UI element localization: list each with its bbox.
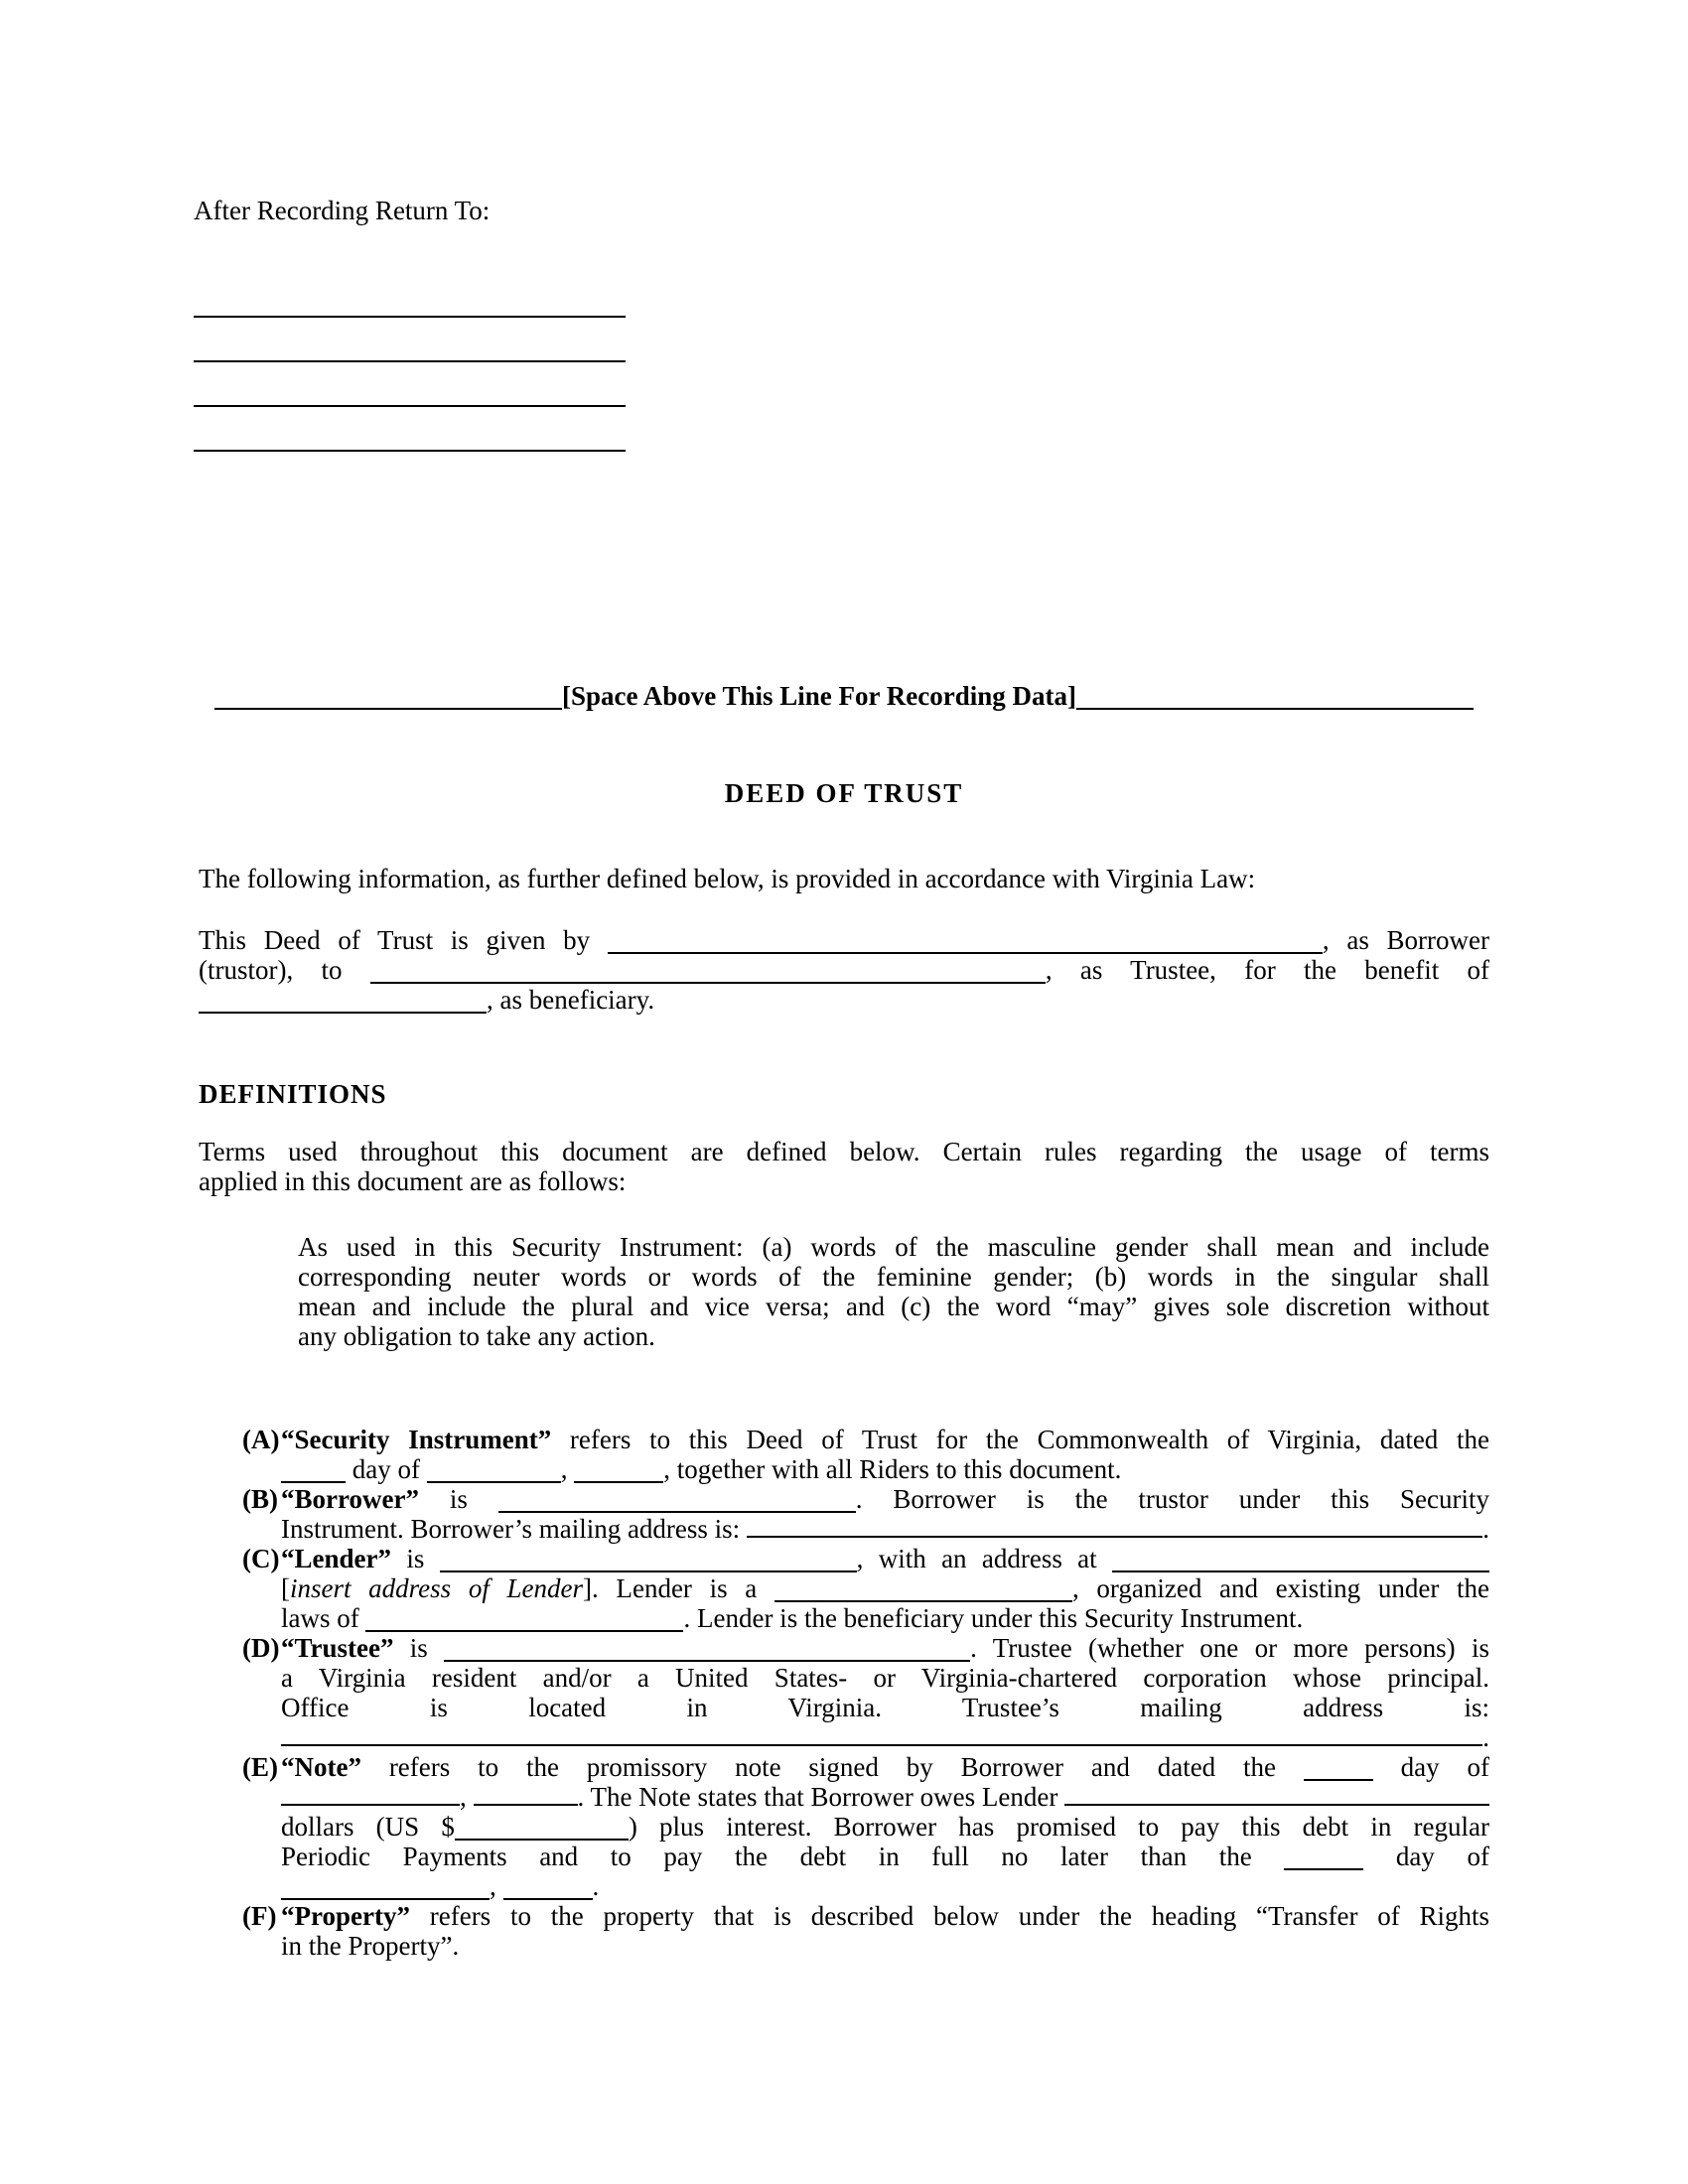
text-segment: .: [1482, 1514, 1489, 1544]
text-segment: “Borrower”: [281, 1484, 419, 1514]
text-segment: [: [281, 1573, 290, 1603]
text-segment: mean and include the plural and vice versa; and (c) the word “may” gives sole discretion without: [298, 1292, 1489, 1321]
text-segment: in the Property”.: [281, 1931, 460, 1961]
text-line: [281, 1752, 1489, 1782]
space-above-line-for-recording-data: [199, 681, 1489, 711]
text-line: [281, 1722, 1489, 1752]
text-segment: is: [418, 1484, 498, 1514]
definitions-list: [242, 1425, 1490, 1961]
text-line: [298, 1262, 1489, 1292]
definition-item-b: [242, 1484, 1490, 1544]
text-segment: , together with all Riders to this document.: [663, 1454, 1122, 1484]
text-segment: . Borrower is the trustor under this Security: [855, 1484, 1490, 1514]
text-line: [281, 1901, 1489, 1931]
text-segment: “Trustee”: [281, 1633, 394, 1663]
construction-rules-paragraph: [298, 1232, 1489, 1351]
text-line: [199, 1166, 1489, 1196]
definition-item-label: (A): [242, 1425, 280, 1454]
text-segment: , organized and existing under the: [1071, 1573, 1489, 1603]
definitions-heading: DEFINITIONS: [199, 1079, 387, 1109]
text-line: [298, 1232, 1489, 1262]
definition-item-label: (D): [242, 1633, 280, 1663]
text-segment: day of: [1372, 1752, 1489, 1782]
text-segment: ,: [490, 1871, 503, 1901]
text-segment: , with an address at: [856, 1544, 1112, 1573]
definition-item-label: (B): [242, 1484, 278, 1514]
text-segment: corresponding neuter words or words of the feminine gender; (b) words in the singular shall: [298, 1262, 1489, 1292]
text-segment: .: [1482, 1722, 1489, 1752]
fill-in-blank: [1112, 1570, 1489, 1572]
text-line: [281, 1603, 1489, 1633]
blank-write-in-line: [194, 318, 690, 362]
return-address-blank-lines: [194, 273, 690, 452]
definition-item-a: [242, 1425, 1490, 1484]
text-segment: “Security Instrument”: [281, 1425, 552, 1454]
text-segment: , as beneficiary.: [487, 985, 655, 1015]
text-line: [281, 1633, 1489, 1663]
text-segment: refers to the property that is described below under the heading “Transfer of Rights: [409, 1901, 1489, 1931]
text-line: [281, 1484, 1489, 1514]
text-line: [281, 1931, 1489, 1961]
fill-in-blank: [474, 1803, 578, 1806]
text-line: [298, 1292, 1489, 1321]
text-segment: ) plus interest. Borrower has promised to pay this debt in regular: [628, 1812, 1489, 1842]
text-segment: is: [393, 1633, 445, 1663]
fill-in-blank: [574, 1480, 663, 1483]
blank-write-in-line: [194, 407, 690, 452]
text-segment: “Lender”: [281, 1544, 391, 1573]
text-segment: refers to the promissory note signed by Borrower and dated the: [360, 1752, 1304, 1782]
fill-in-blank: [503, 1897, 593, 1900]
text-line: [281, 1782, 1489, 1812]
text-segment: insert address of Lender: [290, 1573, 584, 1603]
text-segment: , as Trustee, for the benefit of: [1045, 955, 1489, 985]
text-line: [199, 925, 1489, 955]
fill-in-blank: [214, 707, 562, 710]
text-line: [199, 1137, 1489, 1166]
fill-in-blank: [365, 1629, 683, 1632]
definition-item-label: (E): [242, 1752, 278, 1782]
blank-write-in-line: [194, 273, 690, 318]
text-segment: . Lender is the beneficiary under this Security Instrument.: [683, 1603, 1304, 1633]
text-segment: “Property”: [281, 1901, 410, 1931]
text-line: [281, 1842, 1489, 1871]
fill-in-blank: [281, 1743, 1482, 1746]
text-line: [199, 985, 1489, 1015]
definition-item-c: [242, 1544, 1489, 1633]
text-segment: .: [592, 1871, 600, 1901]
text-line: [281, 1544, 1489, 1573]
fill-in-blank: [1304, 1778, 1373, 1781]
document-title: DEED OF TRUST: [724, 778, 964, 808]
fill-in-blank: [281, 1897, 490, 1900]
text-segment: is: [391, 1544, 440, 1573]
text-segment: Office is located in Virginia. Trustee’s mailing address is:: [281, 1693, 1489, 1722]
text-segment: a Virginia resident and/or a United States- or Virginia-chartered corporation whose principal.: [281, 1663, 1489, 1693]
text-segment: , as Borrower: [1322, 925, 1489, 955]
terms-usage-paragraph: [199, 1137, 1489, 1196]
text-line: [199, 681, 1489, 711]
fill-in-blank: [427, 1480, 561, 1483]
text-segment: applied in this document are as follows:: [199, 1166, 627, 1196]
text-segment: any obligation to take any action.: [298, 1321, 655, 1351]
definition-item-label: (F): [242, 1901, 277, 1931]
text-line: [298, 1321, 1489, 1351]
text-segment: . Trustee (whether one or more persons) is: [970, 1633, 1489, 1663]
text-segment: refers to this Deed of Trust for the Commonwealth of Virginia, dated the: [551, 1425, 1490, 1454]
fill-in-blank: [1076, 707, 1474, 710]
text-line: [281, 1871, 1489, 1901]
fill-in-blank: [281, 1480, 346, 1483]
text-segment: The following information, as further defined below, is provided in accordance with Virginia Law:: [199, 864, 1256, 893]
definition-item-label: (C): [242, 1544, 280, 1573]
text-segment: ,: [460, 1782, 474, 1812]
fill-in-blank: [1064, 1803, 1489, 1806]
text-line: [281, 1663, 1489, 1693]
text-line: [281, 1514, 1489, 1544]
blank-write-in-line: [194, 362, 690, 407]
text-segment: Instrument. Borrower’s mailing address is:: [281, 1514, 747, 1544]
text-line: [199, 864, 1489, 893]
text-segment: “Note”: [281, 1752, 361, 1782]
text-segment: (trustor), to: [199, 955, 370, 985]
fill-in-blank: [774, 1599, 1072, 1602]
definition-item-e: [242, 1752, 1489, 1901]
fill-in-blank: [455, 1838, 629, 1841]
text-line: [281, 1693, 1489, 1722]
definition-item-f: [242, 1901, 1489, 1961]
fill-in-blank: [194, 449, 626, 452]
after-recording-return-label: After Recording Return To:: [194, 196, 491, 225]
fill-in-blank: [370, 981, 1046, 984]
fill-in-blank: [281, 1803, 460, 1806]
text-segment: dollars (US $: [281, 1812, 455, 1842]
grant-paragraph: [199, 925, 1489, 1015]
text-line: [199, 955, 1489, 985]
text-segment: Terms used throughout this document are defined below. Certain rules regarding the usage of terms: [199, 1137, 1489, 1166]
text-segment: [Space Above This Line For Recording Data]: [561, 681, 1076, 711]
text-segment: Periodic Payments and to pay the debt in full no later than the: [281, 1842, 1285, 1871]
text-segment: ,: [560, 1454, 575, 1484]
fill-in-blank: [199, 1011, 487, 1014]
text-segment: As used in this Security Instrument: (a) words of the masculine gender shall mean and include: [298, 1232, 1489, 1262]
fill-in-blank: [747, 1535, 1482, 1538]
text-line: [281, 1454, 1489, 1484]
fill-in-blank: [1284, 1867, 1363, 1870]
text-segment: day of: [346, 1454, 427, 1484]
text-segment: laws of: [281, 1603, 366, 1633]
text-line: [281, 1425, 1489, 1454]
text-segment: day of: [1363, 1842, 1489, 1871]
text-segment: This Deed of Trust is given by: [199, 925, 608, 955]
fill-in-blank: [444, 1659, 970, 1662]
text-segment: . The Note states that Borrower owes Lender: [577, 1782, 1065, 1812]
intro-paragraph: [199, 864, 1489, 893]
fill-in-blank: [440, 1570, 857, 1572]
fill-in-blank: [608, 951, 1323, 954]
text-segment: ]. Lender is a: [583, 1573, 774, 1603]
text-line: [281, 1812, 1489, 1842]
fill-in-blank: [498, 1510, 856, 1513]
text-line: [281, 1573, 1489, 1603]
definition-item-d: [242, 1633, 1489, 1752]
